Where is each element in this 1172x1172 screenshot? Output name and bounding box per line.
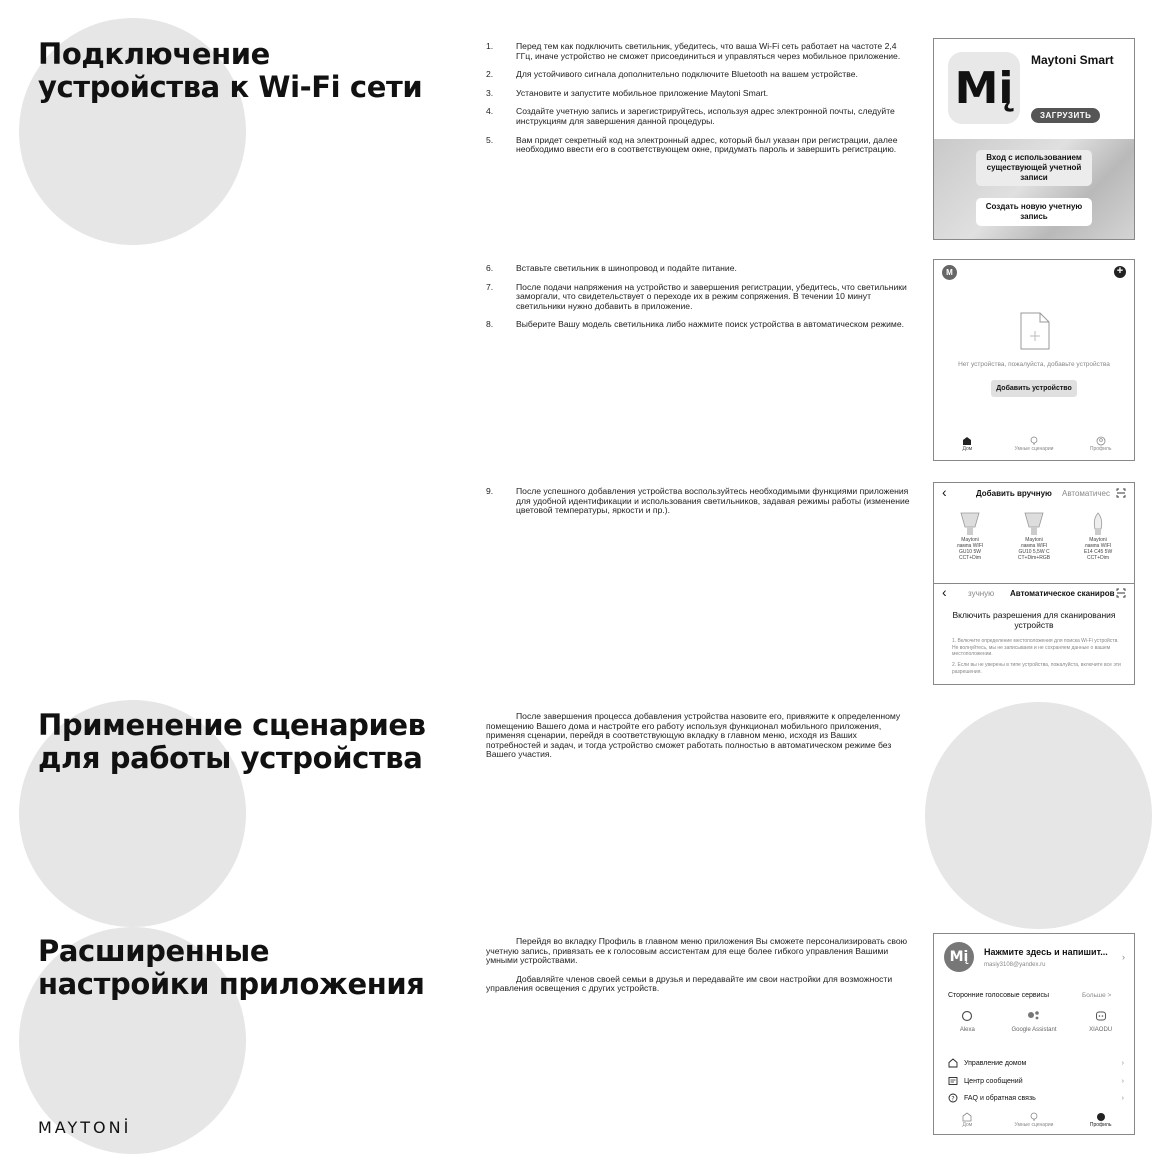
step-item: 9. После успешного добавления устройства воспользуйтесь необходимыми функциями приложения для удобной идентификации и использования светильников, задавая режимы работы (изменение цветовой температуры, яркости и пр.). <box>486 486 910 516</box>
paragraph: Добавляйте членов своей семьи в друзья и передавайте им свои настройки для возможности управления освещения с других устройств. <box>486 973 893 994</box>
screenshot-add-manually <box>933 482 1135 584</box>
alexa-icon <box>961 1010 973 1022</box>
step-item: 6. Вставьте светильник в шинопровод и подайте питание. <box>486 263 737 273</box>
chevron-right-icon: › <box>1122 952 1125 962</box>
settings-text <box>486 937 910 1003</box>
profile-icon <box>1096 436 1106 446</box>
menu-item-message-center[interactable]: Центр сообщений › <box>948 1076 1124 1086</box>
bulb-gu10-icon <box>959 511 981 537</box>
nav-profile[interactable]: Профиль <box>1067 1112 1134 1134</box>
bottom-nav <box>934 436 1134 460</box>
product-item[interactable]: Maytoni лампа WIFI GU10 5W CCT+Dim <box>940 511 1000 561</box>
service-google-assistant[interactable]: Google Assistant <box>1004 1010 1064 1033</box>
section-heading-wifi <box>38 38 422 104</box>
heading-line: для работы устройства <box>38 741 423 775</box>
empty-document-icon <box>1020 312 1050 350</box>
google-assistant-icon <box>1027 1010 1041 1022</box>
download-button[interactable]: ЗАГРУЗИТЬ <box>1031 108 1100 123</box>
permission-note: 2. Если вы не уверены в типе устройства, пожалуйста, включите все эти разрешения. <box>952 662 1121 675</box>
nav-scenarios[interactable]: Умные сценарии <box>1001 436 1068 460</box>
question-icon <box>948 1093 958 1103</box>
step-item: 4. Создайте учетную запись и зарегистрируйтесь, используя адрес электронной почты, следуйте инструкциям для завершения данной процедуры. <box>486 106 895 126</box>
step-item: 1. Перед тем как подключить светильник, убедитесь, что ваша Wi-Fi сеть работает на частоте 2,4 ГГц, иначе устройство не сможет присоединиться и управляться через мобильное приложение. <box>486 41 901 61</box>
product-list <box>940 511 1128 561</box>
nav-home[interactable]: Дом <box>934 436 1001 460</box>
back-icon[interactable]: ‹ <box>942 584 947 600</box>
section-heading-settings <box>38 935 425 1001</box>
permission-title: Включить разрешения для сканирования устройств <box>952 610 1116 630</box>
tab-add-manually[interactable]: Добавить вручную <box>976 489 1052 498</box>
xiaodu-icon <box>1095 1010 1107 1022</box>
screenshot-auto-scan <box>933 583 1135 685</box>
service-alexa[interactable]: Alexa <box>937 1010 997 1033</box>
menu-item-home-management[interactable]: Управление домом › <box>948 1058 1124 1068</box>
back-icon[interactable]: ‹ <box>942 484 947 500</box>
avatar[interactable]: Mį <box>944 942 974 972</box>
heading-line: устройства к Wi-Fi сети <box>38 70 423 104</box>
empty-state-text: Нет устройства, пожалуйста, добавьте устройства <box>958 361 1110 368</box>
heading-line: Применение сценариев <box>38 708 426 742</box>
heading-line: настройки приложения <box>38 967 425 1001</box>
profile-email: masiy3108@yandex.ru <box>984 962 1046 968</box>
menu-item-faq[interactable]: ? FAQ и обратная связь › <box>948 1093 1124 1103</box>
create-account-button[interactable]: Создать новую учетную запись <box>976 198 1092 226</box>
step-item: 7. После подачи напряжения на устройство и завершения регистрации, убедитесь, что светильники заморгали, что свидетельствует о переходе их в режим сопряжения. В течении 10 минут светильники нужно добавить в приложение. <box>486 281 907 311</box>
tab-add-manually[interactable]: зучную <box>968 589 995 598</box>
heading-line: Расширенные <box>38 934 270 968</box>
tab-auto-scan[interactable]: Автоматичес <box>1062 489 1110 498</box>
brand-logo: MAYTONİ <box>38 1118 132 1137</box>
svg-text:?: ? <box>951 1095 955 1103</box>
message-icon <box>948 1076 958 1086</box>
service-xiaodu[interactable]: XIAODU <box>1071 1010 1131 1033</box>
bulb-candle-icon <box>1087 511 1109 537</box>
app-name: Maytoni Smart <box>1031 53 1114 67</box>
add-icon[interactable]: + <box>1114 266 1126 278</box>
scenarios-text <box>486 712 910 769</box>
permission-note: 1. Включите определение местоположения для поиска Wi-Fi устройств. Не волнуйтесь, мы не записываем и не сохраняем данные о вашем местоположении. <box>952 638 1119 657</box>
product-item[interactable]: Maytoni лампа WIFI GU10 5,5W C CT+Dim+RGB <box>1004 511 1064 561</box>
more-link[interactable]: Больше > <box>1082 992 1112 999</box>
avatar[interactable]: M <box>942 265 957 280</box>
step-item: 2. Для устойчивого сигнала дополнительно подключите Bluetooth на вашем устройстве. <box>486 69 858 80</box>
add-device-button[interactable]: Добавить устройство <box>991 380 1077 397</box>
profile-icon <box>1096 1112 1106 1122</box>
nav-profile[interactable]: Профиль <box>1067 436 1134 460</box>
home-outline-icon <box>948 1058 958 1068</box>
scan-icon[interactable] <box>1116 588 1126 598</box>
voice-services <box>934 1010 1134 1033</box>
login-existing-button[interactable]: Вход с использованием существующей учетной записи <box>976 150 1092 186</box>
home-icon <box>962 1112 972 1122</box>
home-icon <box>962 436 972 446</box>
step-item: 5. Вам придет секретный код на электронный адрес, который был указан при регистрации, далее необходимо ввести его в соответствующем окне, придумать пароль и завершить регистрацию. <box>486 134 898 155</box>
screenshot-app-login <box>933 38 1135 240</box>
profile-name[interactable]: Нажмите здесь и напишит... <box>984 947 1108 957</box>
step-item: 3. Установите и запустите мобильное приложение Maytoni Smart. <box>486 87 769 98</box>
app-icon: Mį <box>948 52 1020 124</box>
scan-icon[interactable] <box>1116 488 1126 498</box>
bottom-nav <box>934 1112 1134 1134</box>
nav-scenarios[interactable]: Умные сценарии <box>1001 1112 1068 1134</box>
screenshot-empty-home <box>933 259 1135 461</box>
step-item: 8. Выберите Вашу модель светильника либо нажмите поиск устройства в автоматическом режиме. <box>486 319 904 330</box>
voice-services-title: Сторонние голосовые сервисы <box>948 992 1050 999</box>
steps-block-1 <box>486 42 910 164</box>
bulb-gu10-icon <box>1023 511 1045 537</box>
steps-block-3 <box>486 487 910 525</box>
screenshot-profile <box>933 933 1135 1135</box>
heading-line: Подключение <box>38 37 270 71</box>
paragraph: После завершения процесса добавления устройства назовите его, привяжите к определенному помещению Вашего дома и настройте его работу используя функционал мобильного приложения, применяя сценарии, перейдя в соответствующую вкладку в главном меню, исходя из Ваших потребностей и задач, и тогда устройство сможет работать полностью в автоматическом режиме без Вашего участия. <box>486 711 901 760</box>
product-item[interactable]: Maytoni лампа WIFI E14 C45 5W CCT+Dim <box>1068 511 1128 561</box>
bulb-icon <box>1029 436 1039 446</box>
decor-circle <box>925 702 1152 929</box>
steps-block-2 <box>486 264 910 339</box>
paragraph: Перейдя во вкладку Профиль в главном меню приложения Вы сможете персонализировать свою учетную запись, привязать ее к голосовым ассистентам для еще более гибкого управления Вашими умными устройствами. <box>486 936 908 966</box>
bulb-icon <box>1029 1112 1039 1122</box>
tab-auto-scan[interactable]: Автоматическое сканиров <box>1010 589 1115 598</box>
section-heading-scenarios <box>38 709 426 775</box>
nav-home[interactable]: Дом <box>934 1112 1001 1134</box>
